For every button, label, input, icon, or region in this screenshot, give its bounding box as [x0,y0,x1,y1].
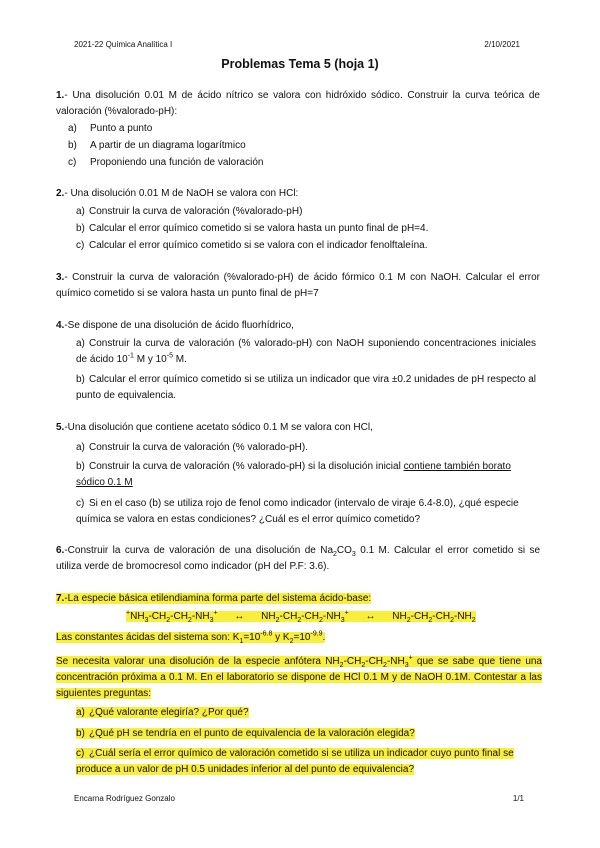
acidity-constants: Las constantes ácidas del sistema son: $K_1=10^{-6.8}$ y $K_2=10^{-9.9}$. [56,630,326,645]
problem-2-item-c: c) Calcular el error químico cometido si se valora con el indicador fenolftaleína. [76,240,428,251]
problem-5-item-b: b) Construir la curva de valoración (% valorado-pH) si la disolución inicial contiene también borato sódico 0.1 M [76,461,511,488]
problem-3: 3.- Construir la curva de valoración (%valorado-pH) de ácido fórmico 0.1 M con NaOH. Calcular el error químico cometido si se valora hasta un punto final de pH=7 [56,272,540,299]
page-title: Problemas Tema 5 (hoja 1) [221,57,379,71]
problem-1-item-c: c) Proponiendo una función de valoración [68,157,264,168]
problem-2-item-b: b) Calcular el error químico cometido si se valora hasta un punto final de pH=4. [76,223,429,234]
footer-author: Encarna Rodríguez Gonzalo [74,794,175,803]
footer-page-number: 1/1 [512,794,524,803]
problem-2: 2.- Una disolución 0.01 M de NaOH se valora con HCl: [56,188,299,199]
problem-7-item-b: b) ¿Qué pH se tendría en el punto de equivalencia de la valoración elegida? [76,728,415,739]
problem-7-item-a: a) ¿Qué valorante elegiría? ¿Por qué? [76,707,249,718]
problem-5: 5.-Una disolución que contiene acetato sódico 0.1 M se valora con HCl, [56,422,373,433]
problem-1-text: - Una disolución 0.01 M de ácido nítrico se valora con hidróxido sódico. Construir la curva teórica de valoración (%valorado-pH): [56,90,540,117]
equilibrium-arrow-icon: ↔ [234,611,245,622]
header-date: 2/10/2021 [484,40,520,49]
problem-2-item-a: a) Construir la curva de valoración (%valorado-pH) [76,206,303,217]
problem-4-item-b: b) Calcular el error químico cometido si se utiliza un indicador que vira ±0.2 unidades de pH respecto al punto de equivalencia. [76,374,536,401]
problem-4: 4.-Se dispone de una disolución de ácido fluorhídrico, [56,320,294,331]
equilibrium-equation: $^+NH_3-CH_2-CH_2-NH_3^+$ ↔ $NH_2-CH_2-CH_2-NH_3^+$ ↔ $NH_2-CH_2-CH_2-NH_2$ [126,609,476,624]
problem-7-heading: 7.-La especie básica etilendiamina forma parte del sistema ácido-base: [56,593,372,604]
problem-7-statement: Se necesita valorar una disolución de la especie anfótera $NH_2-CH_2-CH_2-NH_3^+$ que se sabe que tiene una concentración próxima a 0.1 M. En el laboratorio se dispone de HCl 0.1 M y de NaOH 0.1M. Contestar a las siguientes preguntas: [56,654,542,699]
problem-1-item-b: b) A partir de un diagrama logarítmico [68,140,246,151]
problem-1-number: 1. [56,90,65,101]
problem-5-item-c: c) Si en el caso (b) se utiliza rojo de fenol como indicador (intervalo de viraje 6.4-8.0), ¿qué especie química se valora en estas condiciones? ¿Cuál es el error químico cometido? [76,498,519,525]
problem-6: 6.-Construir la curva de valoración de una disolución de $Na_2CO_3$ 0.1 M. Calcular el error cometido si se utiliza verde de bromocresol como indicador (pH del P.F: 3.6). [56,545,541,572]
problem-5-item-a: a) Construir la curva de valoración (% valorado-pH). [76,442,308,453]
problem-7-item-c: c) ¿Cuál sería el error químico de valoración cometido si se utiliza un indicador cuyo punto final se produce a un valor de pH 0.5 unidades inferior al del punto de equivalencia? [76,748,514,775]
equilibrium-arrow-2-icon: ↔ [365,611,376,622]
header-course: 2021-22 Química Analítica I [74,40,173,49]
problem-4-item-a: a) Construir la curva de valoración (% valorado-pH) con NaOH suponiendo concentraciones iniciales de ácido $10^{-1}$ M y $10^{-5}$ M. [76,338,536,365]
problem-1 [56,88,540,120]
problem-1-item-a: a) Punto a punto [68,123,153,134]
